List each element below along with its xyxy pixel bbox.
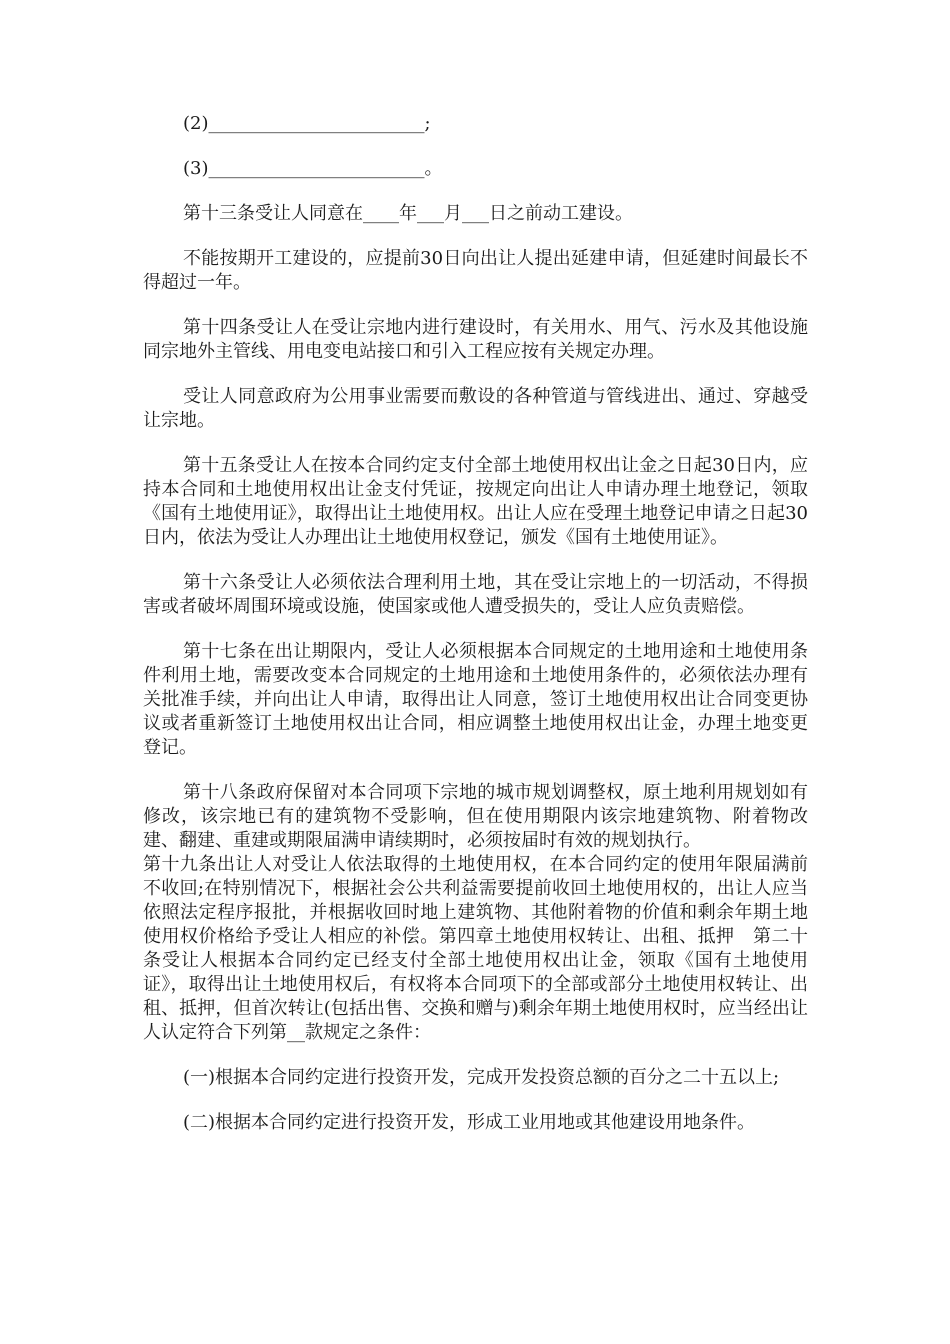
article-14: 第十四条受让人在受让宗地内进行建设时，有关用水、用气、污水及其他设施同宗地外主管线、用电变电站接口和引入工程应按有关规定办理。 (143, 317, 808, 362)
article-17: 第十七条在出让期限内，受让人必须根据本合同规定的土地用途和土地使用条件利用土地，需要改变本合同规定的土地用途和土地使用条件的，必须依法办理有关批准手续，并向出让人申请，取得出让人同意，签订土地使用权出让合同变更协议或者重新签订土地使用权出让合同，相应调整土地使用权出让金，办理土地变更登记。 (143, 641, 808, 758)
document-body (143, 112, 808, 1156)
article-19-20: 第十九条出让人对受让人依法取得的土地使用权，在本合同约定的使用年限届满前不收回;在特别情况下，根据社会公共利益需要提前收回土地使用权的，出让人应当依照法定程序报批，并根据收回时地上建筑物、其他附着物的价值和剩余年期土地使用权价格给予受让人相应的补偿。第四章土地使用权转让、出租、抵押 第二十条受让人根据本合同约定已经支付全部土地使用权出让金，领取《国有土地使用证》，取得出让土地使用权后，有权将本合同项下的全部或部分土地使用权转让、出租、抵押，但首次转让(包括出售、交换和赠与)剩余年期土地使用权时，应当经出让人认定符合下列第__款规定之条件： (143, 854, 808, 1043)
condition-1: (一)根据本合同约定进行投资开发，完成开发投资总额的百分之二十五以上; (183, 1067, 780, 1088)
article-15: 第十五条受让人在按本合同约定支付全部土地使用权出让金之日起30日内，应持本合同和土地使用权出让金支付凭证，按规定向出让人申请办理土地登记，领取《国有土地使用证》，取得出让土地使用权。出让人应在受理土地登记申请之日起30日内，依法为受让人办理出让土地使用权登记，颁发《国有土地使用证》。 (143, 455, 808, 548)
article-16: 第十六条受让人必须依法合理利用土地，其在受让宗地上的一切活动，不得损害或者破坏周围环境或设施，使国家或他人遭受损失的，受让人应负责赔偿。 (143, 572, 808, 617)
article-14-pipelines: 受让人同意政府为公用事业需要而敷设的各种管道与管线进出、通过、穿越受让宗地。 (143, 386, 808, 431)
condition-2: (二)根据本合同约定进行投资开发，形成工业用地或其他建设用地条件。 (183, 1112, 756, 1133)
article-13: 第十三条受让人同意在____年___月___日之前动工建设。 (183, 203, 633, 224)
clause-item-2: (2)________________________; (183, 113, 431, 134)
clause-item-3: (3)________________________。 (183, 158, 443, 179)
article-18: 第十八条政府保留对本合同项下宗地的城市规划调整权，原土地利用规划如有修改，该宗地已有的建筑物不受影响，但在使用期限内该宗地建筑物、附着物改建、翻建、重建或期限届满申请续期时，必须按届时有效的规划执行。 (143, 782, 808, 851)
article-13-extension: 不能按期开工建设的，应提前30日向出让人提出延建申请，但延建时间最长不得超过一年。 (143, 248, 808, 293)
